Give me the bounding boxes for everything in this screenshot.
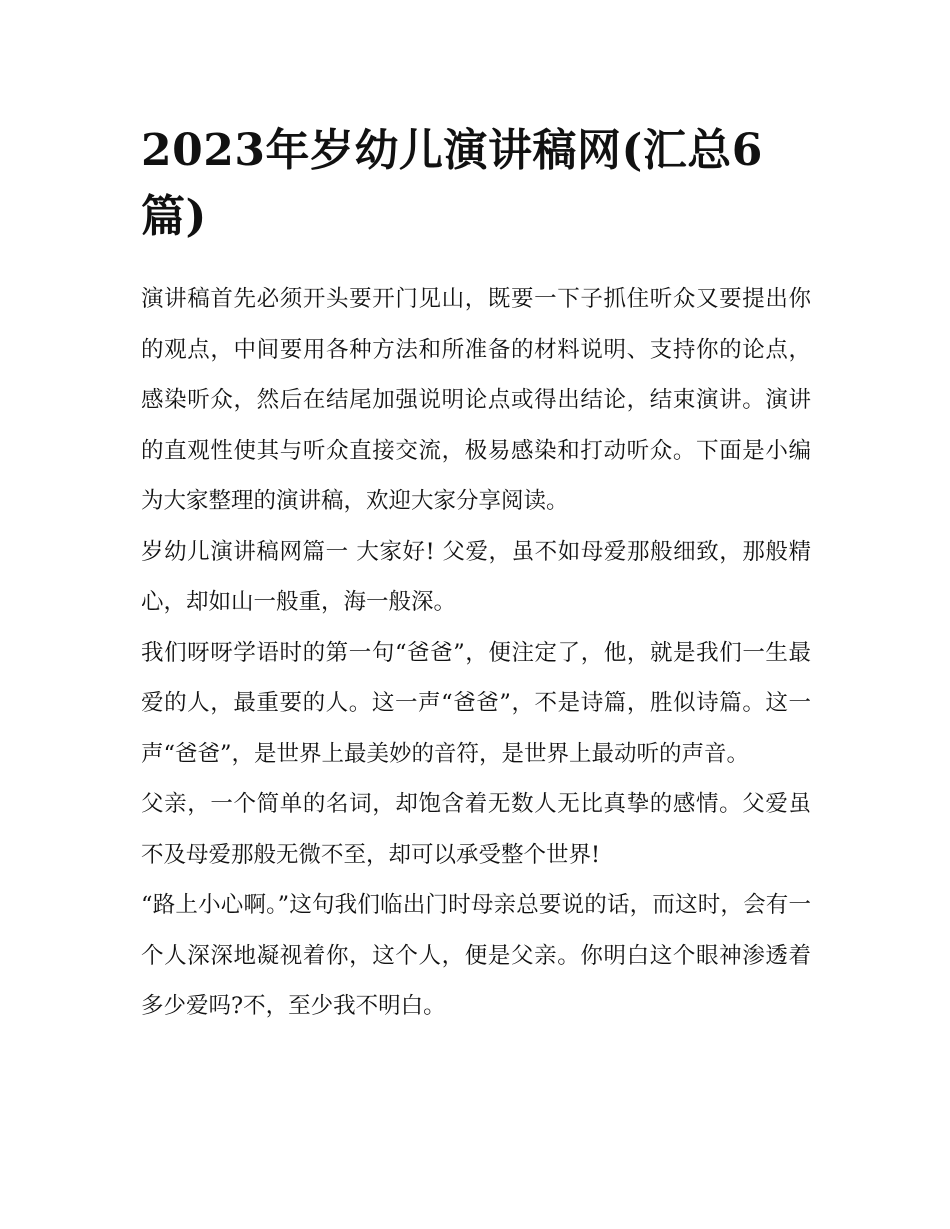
- paragraph-1: 岁幼儿演讲稿网篇一 大家好! 父爱，虽不如母爱那般细致，那般精心，却如山一般重，海一般深。: [141, 538, 811, 615]
- document-title: 2023年岁幼儿演讲稿网(汇总6篇): [141, 125, 763, 242]
- paragraph-2: 我们呀呀学语时的第一句“爸爸”，便注定了，他，就是我们一生最爱的人，最重要的人。这一声“爸爸”，不是诗篇，胜似诗篇。这一声“爸爸”，是世界上最美妙的音符，是世界上最动听的声音。: [141, 639, 811, 767]
- paragraph-3: 父亲，一个简单的名词，却饱含着无数人无比真挚的感情。父爱虽不及母爱那般无微不至，却可以承受整个世界!: [141, 791, 811, 868]
- paragraph-4: “路上小心啊。”这句我们临出门时母亲总要说的话，而这时，会有一个人深深地凝视着你，这个人，便是父亲。你明白这个眼神渗透着多少爱吗?不，至少我不明白。: [141, 892, 811, 1019]
- document-page: [141, 118, 811, 1032]
- paragraph-intro: 演讲稿首先必须开头要开门见山，既要一下子抓住听众又要提出你的观点，中间要用各种方法和所准备的材料说明、支持你的论点，感染听众，然后在结尾加强说明论点或得出结论，结束演讲。演讲的直观性使其与听众直接交流，极易感染和打动听众。下面是小编为大家整理的演讲稿，欢迎大家分享阅读。: [141, 286, 811, 514]
